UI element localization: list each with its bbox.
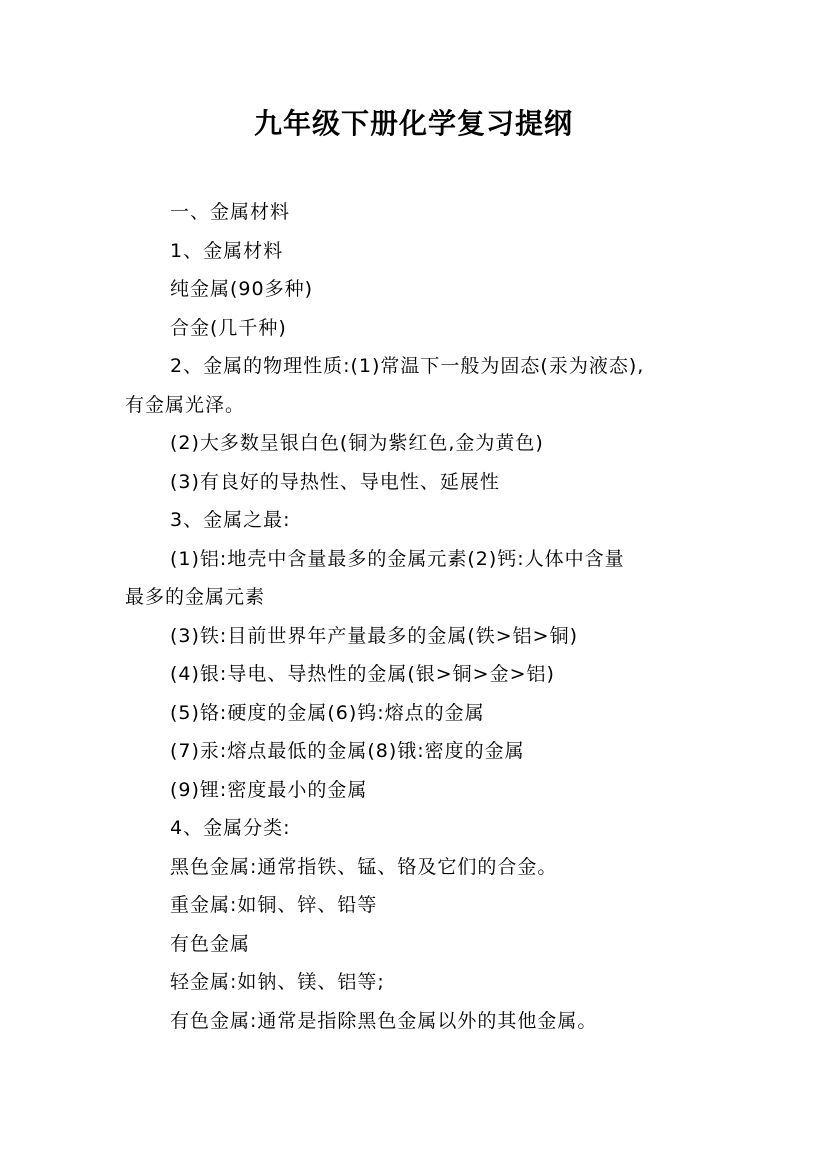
section-heading-metal-materials: 一、金属材料 xyxy=(170,201,291,223)
paragraph-line: 轻金属:如钠、镁、铝等; xyxy=(170,971,385,993)
paragraph-line: (7)汞:熔点最低的金属(8)锇:密度的金属 xyxy=(170,740,525,762)
paragraph-line: (1)铝:地壳中含量最多的金属元素(2)钙:人体中含量 xyxy=(170,548,625,570)
paragraph-line: (3)有良好的导热性、导电性、延展性 xyxy=(170,471,500,493)
paragraph-line: (9)锂:密度最小的金属 xyxy=(170,779,368,801)
subsection-heading: 3、金属之最: xyxy=(170,509,291,531)
subsection-heading: 4、金属分类: xyxy=(170,817,291,839)
paragraph-line: 黑色金属:通常指铁、锰、铬及它们的合金。 xyxy=(170,856,558,878)
paragraph-line: 有色金属 xyxy=(170,933,251,955)
paragraph-line: (5)铬:硬度的金属(6)钨:熔点的金属 xyxy=(170,702,485,724)
paragraph-line: (3)铁:目前世界年产量最多的金属(铁>铝>铜) xyxy=(170,625,578,647)
document-title: 九年级下册化学复习提纲 xyxy=(253,107,573,140)
subsection-heading: 1、金属材料 xyxy=(170,240,284,262)
paragraph-line: 纯金属(90多种) xyxy=(170,278,314,300)
paragraph-line: 合金(几千种) xyxy=(170,317,287,339)
subsection-heading: 2、金属的物理性质:(1)常温下一般为固态(汞为液态), xyxy=(170,355,645,377)
paragraph-line: 重金属:如铜、锌、铅等 xyxy=(170,894,378,916)
paragraph-line: (4)银:导电、导热性的金属(银>铜>金>铝) xyxy=(170,663,555,685)
paragraph-line: (2)大多数呈银白色(铜为紫红色,金为黄色) xyxy=(170,432,544,454)
paragraph-line: 有色金属:通常是指除黑色金属以外的其他金属。 xyxy=(170,1010,598,1032)
paragraph-line: 有金属光泽。 xyxy=(125,394,246,416)
paragraph-line: 最多的金属元素 xyxy=(125,586,266,608)
